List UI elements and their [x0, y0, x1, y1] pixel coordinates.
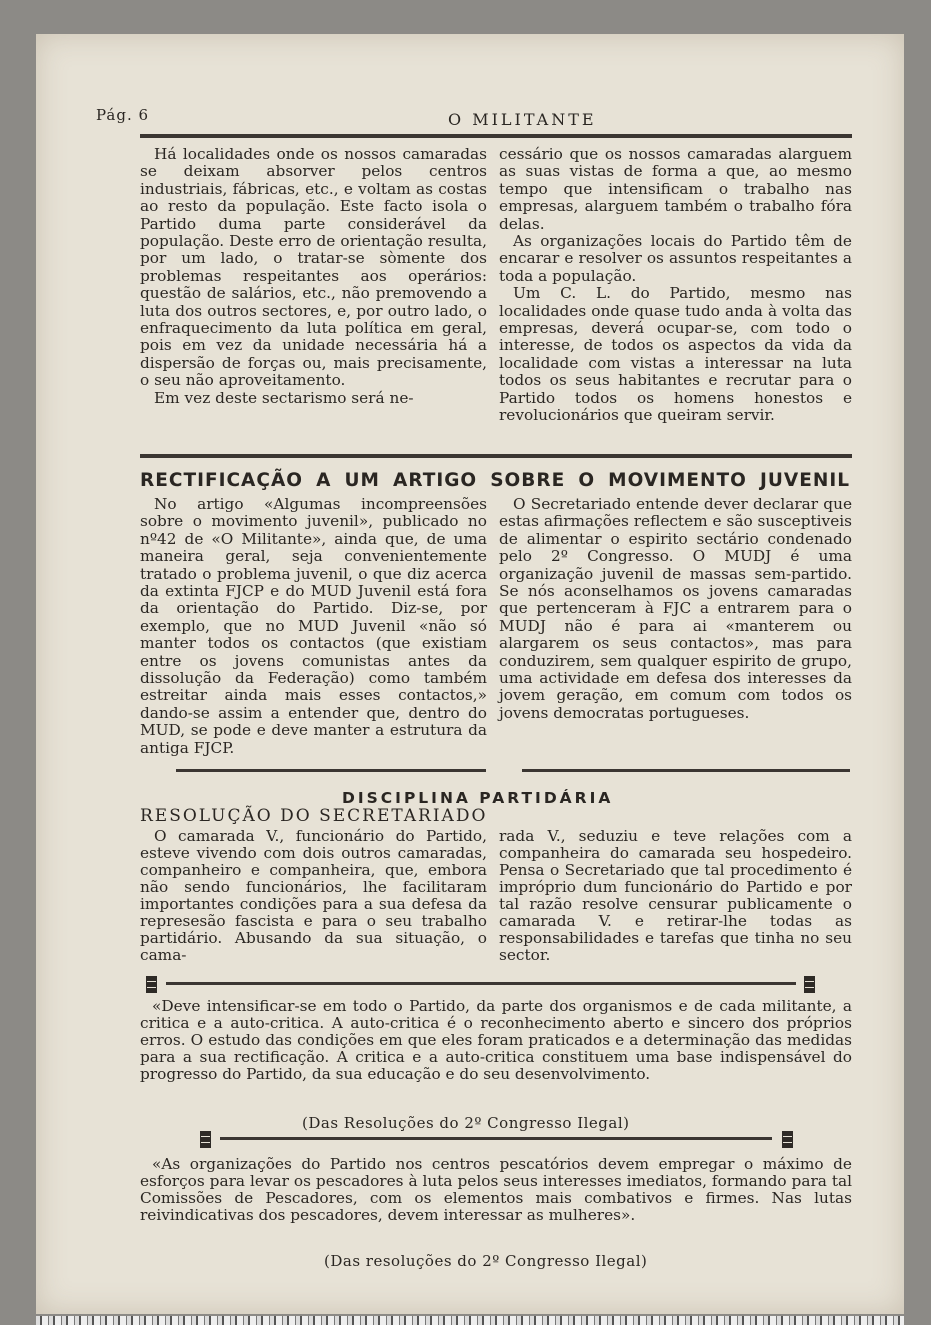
quote1-end-rule — [220, 1137, 772, 1140]
article3-left-paragraph: O camarada V., funcionário do Partido, esteve vivendo com dois outros camaradas, companheiro e companheira, que, embora não sendo funcionários, lhe facilitaram importantes condições para a sua defesa da represesão fascista e para o seu trabalho partidário. Abusando da sua situação, o cama- — [140, 827, 487, 964]
quote1-block — [140, 998, 852, 1083]
article1-right-paragraph-3: Um C. L. do Partido, mesmo nas localidades onde quase tudo anda à volta das empresas, deverá ocupar-se, com todo o interesse, de todos os aspectos da vida da localidade com vistas a interessar na luta todos os seus habitantes e recrutar para o Partido todos os homens honestos e revolucionários que queiram servir. — [499, 284, 852, 425]
article3-right-column — [499, 828, 852, 964]
article2-end-rule-left — [176, 769, 486, 772]
quote2-text: «As organizações do Partido nos centros pescatórios devem empregar o máximo de esforços para levar os pescadores à luta pelos seus interesses imediatos, formando para tal Comissões de Pescadores, com os elementos mais combativos e firmes. Nas lutas reivindicativas dos pescadores, devem interessar as mulheres». — [140, 1155, 852, 1224]
ornament-right — [804, 976, 815, 993]
page-number: Pág. 6 — [96, 106, 150, 124]
article2-right-paragraph: O Secretariado entende dever declarar que estas afirmações reflectem e são susceptiveis de alimentar o espirito sectário condenado pelo 2º Congresso. O MUDJ é uma organização juvenil de massas sem-partido. Se nós aconselhamos os jovens camaradas que pertenceram à FJC a entrarem para o MUDJ não é para ai «manterem ou alargarem os seus contactos», mas para conduzirem, sem qualquer espirito de grupo, uma actividade em defesa dos interesses da jovem geração, em comum com todos os jovens democratas portugueses. — [499, 495, 852, 722]
quote2-block — [140, 1156, 852, 1224]
article1-left-end: Em vez deste sectarismo será ne- — [154, 388, 414, 407]
article1-right-paragraph-1: cessário que os nossos camaradas alarguem as suas vistas de forma a que, ao mesmo tempo que intensificam o trabalho nas empresas, alarguem também o trabalho fóra delas. — [499, 145, 852, 233]
article3-end-rule — [166, 982, 796, 985]
article1-end-rule — [140, 454, 852, 458]
masthead-title: O MILITANTE — [448, 110, 597, 129]
article3-left-column — [140, 828, 487, 964]
article3-right-paragraph: rada V., seduziu e teve relações com a companheira do camarada seu hospedeiro. Pensa o Secretariado que tal procedimento é impróprio dum funcionário do Partido e por tal razão resolve censurar publicamente o camarada V. e retirar-lhe todas as responsabilidades e tarefas que tinha no seu sector. — [499, 827, 852, 964]
ornament-left — [146, 976, 157, 993]
article2-right-column — [499, 496, 852, 722]
scan-color-strip — [36, 1316, 904, 1325]
quote1-text: «Deve intensificar-se em todo o Partido, da parte dos organismos e de cada militante, a critica e a auto-critica. A auto-critica é o reconhecimento aberto e sincero dos próprios erros. O estudo das condições em que eles foram praticados e a determinação das medidas para a sua rectificação. A critica e a auto-critica constituem uma base indispensável do progresso do Partido, da sua educação e do seu desenvolvimento. — [140, 997, 852, 1083]
article3-subheading: RESOLUÇÃO DO SECRETARIADO — [140, 806, 488, 826]
ornament-right-2 — [782, 1131, 793, 1148]
article3-heading: DISCIPLINA PARTIDÁRIA — [342, 789, 614, 807]
article1-left-column — [140, 146, 487, 407]
article2-left-column — [140, 496, 487, 757]
ornament-left-2 — [200, 1131, 211, 1148]
header-rule — [140, 134, 852, 138]
article1-right-paragraph-2: As organizações locais do Partido têm de encarar e resolver os assuntos respeitantes a toda a população. — [499, 232, 852, 285]
quote1-source: (Das Resoluções do 2º Congresso Ilegal) — [302, 1114, 630, 1132]
article2-end-rule-right — [522, 769, 850, 772]
quote2-source: (Das resoluções do 2º Congresso Ilegal) — [324, 1252, 648, 1270]
article1-right-column — [499, 146, 852, 425]
article1-left-paragraph: Há localidades onde os nossos camaradas se deixam absorver pelos centros industriais, fábricas, etc., e voltam as costas ao resto da população. Este facto isola o Partido duma parte considerável da população. Deste erro de orientação resulta, por um lado, o tratar-se sòmente dos problemas respeitantes aos operários: questão de salários, etc., não premovendo a luta dos outros sectores, e, por outro lado, o enfraquecimento da luta política em geral, pois em vez da unidade necessária há a dispersão de forças ou, mais precisamente, o seu não aproveitamento. — [140, 145, 487, 390]
article2-heading: RECTIFICAÇÃO A UM ARTIGO SOBRE O MOVIMENTO JUVENIL — [140, 470, 850, 491]
article2-left-paragraph: No artigo «Algumas incompreensões sobre o movimento juvenil», publicado no nº42 de «O Militante», ainda que, de uma maneira geral, seja convenientemente tratado o problema juvenil, o que diz acerca da extinta FJCP e do MUD Juvenil está fora da orientação do Partido. Diz-se, por exemplo, que no MUD Juvenil «não só manter todos os contactos (que existiam entre os jovens comunistas antes da dissolução da Federação) como também estreitar ainda mais esses contactos,» dando-se assim a entender que, dentro do MUD, se pode e deve manter a estrutura da antiga FJCP. — [140, 495, 487, 757]
